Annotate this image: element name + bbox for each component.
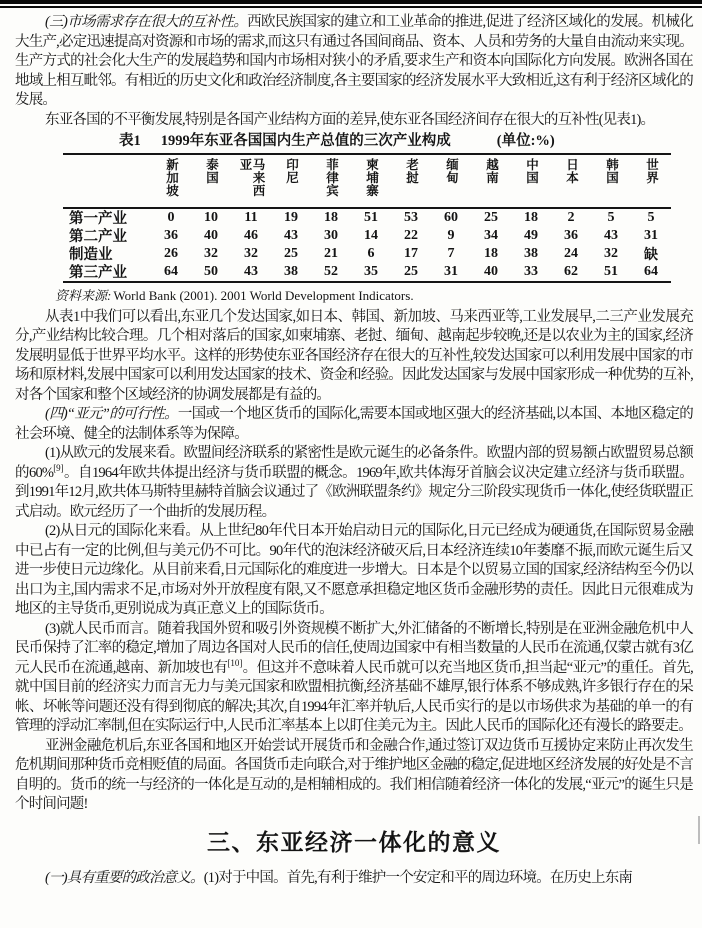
row-label: 第三产业: [69, 265, 127, 281]
table-cell: 34: [484, 227, 498, 243]
table-1: [55, 133, 671, 304]
column-header: 老挝: [404, 158, 419, 184]
paragraph-market-complementarity: [15, 13, 693, 111]
table-cell: 18: [484, 245, 498, 261]
table-cell: 24: [564, 245, 578, 261]
paragraph-lead: (一)具有重要的政治意义。: [45, 869, 204, 886]
table-cell: 31: [644, 227, 658, 243]
paragraph-text: 。但这并不意味着人民币就可以充当地区货币,担当起“亚元”的重任。首先,就中国目前的经济实力而言无力与美元国家和欧盟相抗衡,经济基础不雄厚,银行体系不够成熟,许多银行存在的呆帐、坏帐等问题还没有得到彻底的解决;其次,自1994年汇率并轨后,人民币实行的是以市场供求为基础的单一的有管理的浮动汇率制,但在实际运行中,人民币汇率基本上以盯住美元为主。因此人民币的国际化还有漫长的路要走。: [15, 659, 693, 734]
table-cell: 32: [604, 245, 618, 261]
table-cell: 64: [164, 263, 178, 279]
table-cell: 32: [204, 245, 218, 261]
table-caption-title: 1999年东亚各国国内生产总值的三次产业构成: [160, 133, 451, 149]
table-cell: 60: [444, 209, 458, 225]
column-header: 马来西亚: [238, 158, 265, 197]
table-header-row: [63, 155, 671, 207]
table-cell: 26: [164, 245, 178, 261]
table-cell: 32: [244, 245, 258, 261]
table-cell: 62: [564, 263, 578, 279]
table-row: [63, 245, 671, 263]
table-cell: 43: [284, 227, 298, 243]
table-row: [63, 227, 671, 245]
table-cell: 51: [364, 209, 378, 225]
table-cell: 14: [364, 227, 378, 243]
row-label: 第一产业: [69, 211, 127, 227]
table-cell: 5: [607, 209, 615, 225]
table-cell: 46: [244, 227, 258, 243]
column-header: 越南: [484, 158, 499, 184]
paragraph-text: (1)从欧元的发展来看。欧盟间经济联系的紧密性是欧元诞生的必备条件。欧盟内部的贸易额占欧盟贸易总额的60%: [15, 445, 693, 481]
source-label: 资料来源:: [55, 287, 112, 303]
table-cell: 43: [244, 263, 258, 279]
table-cell: 10: [204, 209, 218, 225]
paragraph-monetary-cooperation: 亚洲金融危机后,东亚各国和地区开始尝试开展货币和金融合作,通过签订双边货币互援协定来防止再次发生危机期间那种货币竞相贬值的局面。各国货币走向联合,对于维护地区金融的稳定,促进地区经济发展的好处是不言自明的。货币的统一与经济的一体化是互动的,是相辅相成的。我们相信随着经济一体化的发展,“亚元”的诞生只是个时间问题!: [15, 737, 693, 812]
table-cell: 18: [324, 209, 338, 225]
paragraph-text: 西欧民族国家的建立和工业革命的推进,促进了经济区域化的发展。机械化大生产,必定迅速提高对资源和市场的需求,而这只有通过各国间商品、资本、人员和劳务的大量自由流动来实现。生产方式的社会化大生产的发展趋势和国内市场相对狭小的矛盾,要求生产和资本向国际化方向发展。欧洲各国在地域上相互毗邻。有相近的历史文化和政治经济制度,各主要国家的经济发展水平大致相近,这有利于经济区域化的发展。: [15, 14, 693, 108]
table-cell: 6: [367, 245, 375, 261]
column-header: 泰国: [204, 158, 219, 184]
table-caption-unit: (单位:%): [496, 133, 555, 149]
table-header-stub: [63, 158, 151, 207]
table-cell: 0: [167, 209, 175, 225]
table-cell: 49: [524, 227, 538, 243]
column-header: 印尼: [284, 158, 299, 184]
paragraph-asian-currency-feasibility: [15, 405, 693, 444]
footnote-ref-9: [9]: [53, 462, 64, 473]
table-cell: 25: [404, 263, 418, 279]
paragraph-text: (3)就人民币而言。随着我国外贸和吸引外资规模不断扩大,外汇储备的不断增长,特别是在亚洲金融危机中人民币保持了汇率的稳定,增加了周边各国对人民币的信任,使周边国家中有相当数量的人民币在流通,仅蒙古就有3亿元人民币在流通,越南、新加坡也有: [15, 620, 693, 676]
scan-margin-mark: [698, 816, 700, 844]
table-cell: 缺: [644, 247, 658, 263]
table-cell: 38: [524, 245, 538, 261]
table-cell: 25: [284, 245, 298, 261]
table-cell: 19: [284, 209, 298, 225]
paragraph-lead: (三)市场需求存在很大的互补性。: [45, 14, 248, 30]
table-cell: 25: [484, 209, 498, 225]
column-header: 日本: [564, 158, 579, 184]
table-cell: 52: [324, 263, 338, 279]
table-caption-label: 表1: [119, 133, 141, 149]
paragraph-text: 一国或一个地区货币的国际化,需要本国或地区强大的经济基础,以本国、本地区稳定的社会环境、健全的法制体系等为保障。: [15, 406, 693, 442]
table-cell: 40: [484, 263, 498, 279]
table-cell: 50: [204, 263, 218, 279]
column-header: 柬埔寨: [364, 158, 379, 197]
paragraph-text: 。自1964年欧共体提出经济与货币联盟的概念。1969年,欧共体海牙首脑会议决定建立经济与货币联盟。到1991年12月,欧共体马斯特里赫特首脑会议通过了《欧洲联盟条约》规定分三阶段实现货币一体化,使经货联盟正式启动。欧元经历了一个曲折的发展历程。: [15, 464, 693, 520]
table-cell: 38: [284, 263, 298, 279]
section-heading: 三、东亚经济一体化的意义: [207, 828, 501, 855]
table-cell: 21: [324, 245, 338, 261]
table-cell: 51: [604, 263, 618, 279]
table-cell: 43: [604, 227, 618, 243]
column-header: 韩国: [604, 158, 619, 184]
column-header: 中国: [524, 158, 539, 184]
paragraph-renminbi: [15, 620, 693, 737]
column-header: 新加坡: [164, 158, 179, 197]
table-source-note: [55, 287, 671, 304]
table-cell: 40: [204, 227, 218, 243]
column-header: 世界: [644, 158, 659, 184]
footnote-ref-10: [10]: [227, 657, 243, 668]
paragraph-table-analysis: 从表1中我们可以看出,东亚几个发达国家,如日本、韩国、新加坡、马来西亚等,工业发展早,二三产业发展充分,产业结构比较合理。几个相对落后的国家,如柬埔寨、老挝、缅甸、越南起步较晚,还是以农业为主的国家,经济发展明显低于世界平均水平。这样的形势使东亚各国经济存在很大的互补性,较发达国家可以利用发展中国家的市场和原材料,发展中国家可以利用发达国家的技术、资金和经验。因此发达国家与发展中国家形成一种优势的互补,对各个国家和整个区域经济的协调发展都是有益的。: [15, 308, 693, 403]
table-cell: 35: [364, 263, 378, 279]
column-header: 菲律宾: [324, 158, 339, 197]
scan-edge-artifact: [0, 0, 702, 8]
table-bottom-rule: [63, 281, 671, 283]
table-cell: 18: [524, 209, 538, 225]
table-cell: 17: [404, 245, 418, 261]
paragraph-unbalanced-development: 东亚各国的不平衡发展,特别是各国产业结构方面的差异,使东亚各国经济间存在很大的互补性(见表1)。: [45, 111, 655, 128]
table-cell: 33: [524, 263, 538, 279]
table-cell: 36: [564, 227, 578, 243]
table-cell: 9: [447, 227, 455, 243]
paragraph-euro-development: [15, 444, 693, 522]
table-cell: 22: [404, 227, 418, 243]
row-label: 第二产业: [69, 229, 127, 245]
table-cell: 2: [567, 209, 575, 225]
table-cell: 31: [444, 263, 458, 279]
table-row: [63, 263, 671, 281]
paragraph-text: (1)对于中国。首先,有利于维护一个安定和平的周边环境。在历史上东南: [203, 869, 633, 886]
table-cell: 64: [644, 263, 658, 279]
row-label: 制造业: [69, 247, 113, 263]
table-cell: 53: [404, 209, 418, 225]
table-row: [63, 209, 671, 227]
source-text: World Bank (2001). 2001 World Development Indicators.: [113, 287, 414, 303]
paragraph-lead: (四)“亚元”的可行性。: [45, 406, 178, 422]
paragraph-yen-internationalization: (2)从日元的国际化来看。从上世纪80年代日本开始启动日元的国际化,日元已经成为硬通货,在国际贸易金融中已占有一定的比例,但与美元仍不可比。90年代的泡沫经济破灭后,日本经济连续10年萎靡不振,而欧元诞生后又进一步使日元边缘化。从目前来看,日元国际化的难度进一步增大。日本是个以贸易立国的国家,经济结构至今仍以出口为主,国内需求不足,市场对外开放程度有限,又不愿意承担稳定地区货币金融形势的责任。因此日元很难成为地区的主导货币,更别说成为真正意义上的国际货币。: [15, 523, 693, 617]
paragraph-political-significance: [15, 869, 693, 889]
column-header: 缅甸: [444, 158, 459, 184]
table-cell: 30: [324, 227, 338, 243]
table-cell: 36: [164, 227, 178, 243]
table-caption: [119, 133, 671, 150]
table-cell: 5: [647, 209, 655, 225]
table-cell: 11: [244, 209, 258, 225]
table-cell: 7: [447, 245, 455, 261]
